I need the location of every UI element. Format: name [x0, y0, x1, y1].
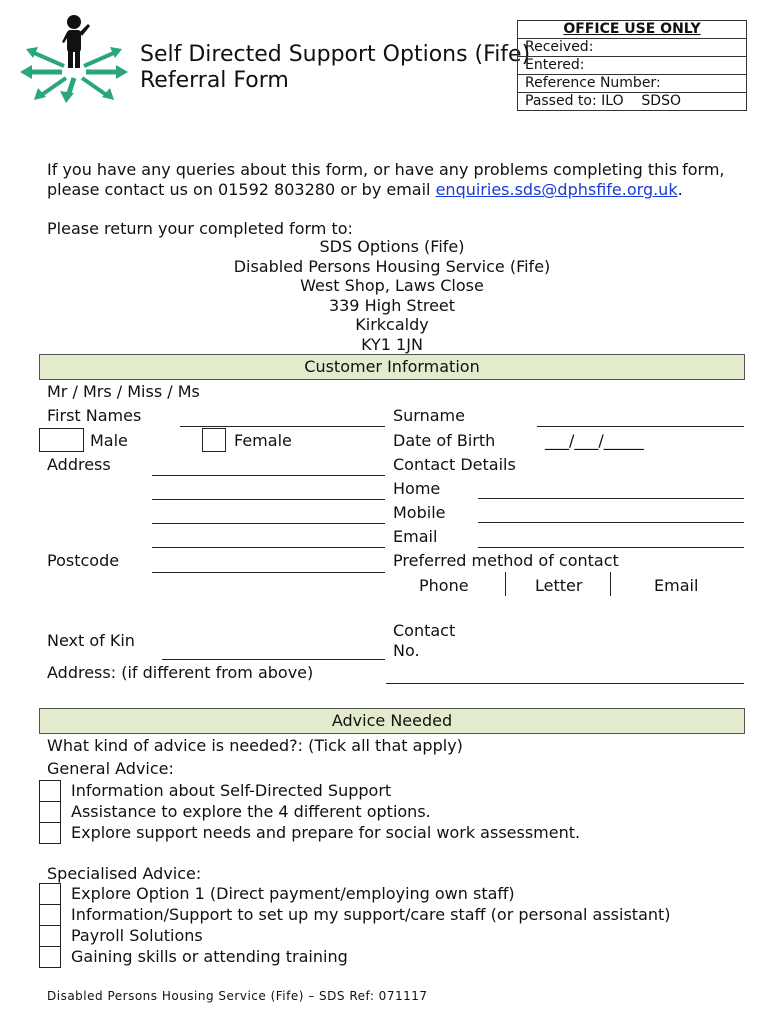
email-label: Email — [393, 527, 438, 546]
address-line: 339 High Street — [328, 295, 456, 315]
home-label: Home — [393, 479, 441, 498]
specialised-advice-checkbox[interactable] — [39, 925, 61, 947]
dob-label: Date of Birth — [393, 431, 496, 450]
postcode-field[interactable] — [152, 572, 385, 573]
return-address — [40, 237, 744, 355]
intro-line2 — [47, 180, 683, 200]
office-passed-to: Passed to: ILO SDSO — [518, 92, 746, 110]
address-label: Address — [47, 455, 111, 474]
office-received: Received: — [518, 38, 746, 56]
address-line: SDS Options (Fife) — [319, 237, 465, 256]
pref-phone-option[interactable]: Phone — [419, 576, 469, 595]
intro-line2-prefix: please contact us on 01592 803280 or by email — [47, 180, 436, 199]
customer-info-heading: Customer Information — [39, 354, 745, 380]
office-use-box — [517, 20, 747, 111]
address-field-line1[interactable] — [152, 475, 385, 476]
next-of-kin-label: Next of Kin — [47, 631, 135, 650]
mobile-field[interactable] — [478, 522, 744, 523]
specialised-advice-checkbox[interactable] — [39, 946, 61, 968]
form-title-line2: Referral Form — [140, 68, 289, 93]
advice-question: What kind of advice is needed?: (Tick all that apply) — [47, 736, 463, 755]
general-advice-option: Explore support needs and prepare for social work assessment. — [71, 823, 581, 842]
specialised-advice-option: Explore Option 1 (Direct payment/employing own staff) — [71, 884, 515, 903]
mobile-label: Mobile — [393, 503, 446, 522]
preferred-contact-label: Preferred method of contact — [393, 551, 619, 570]
address-line: KY1 1JN — [361, 334, 423, 354]
office-reference-number: Reference Number: — [518, 74, 746, 92]
specialised-advice-option: Information/Support to set up my support/care staff (or personal assistant) — [71, 905, 671, 924]
return-label: Please return your completed form to: — [47, 219, 353, 238]
office-use-heading: OFFICE USE ONLY — [563, 21, 701, 37]
male-checkbox[interactable] — [39, 428, 84, 452]
address-diff-label: Address: (if different from above) — [47, 663, 314, 682]
address-field-line3[interactable] — [152, 523, 385, 524]
pref-divider — [610, 572, 611, 596]
general-advice-label: General Advice: — [47, 759, 174, 778]
address-line: Disabled Persons Housing Service (Fife) — [233, 256, 551, 276]
contact-no-line1: Contact — [393, 621, 456, 640]
address-field-line2[interactable] — [152, 499, 385, 500]
next-of-kin-field[interactable] — [162, 659, 385, 660]
address-line: West Shop, Laws Close — [300, 276, 484, 296]
female-label: Female — [234, 431, 292, 450]
postcode-label: Postcode — [47, 551, 120, 570]
specialised-advice-option: Payroll Solutions — [71, 926, 203, 945]
pref-email-option[interactable]: Email — [654, 576, 699, 595]
contact-no-field[interactable] — [386, 683, 744, 684]
contact-no-line2: No. — [393, 641, 420, 660]
home-phone-field[interactable] — [478, 498, 744, 499]
office-entered: Entered: — [518, 56, 746, 74]
surname-label: Surname — [393, 406, 465, 425]
address-field-line4[interactable] — [152, 547, 385, 548]
contact-email-link[interactable]: enquiries.sds@dphsfife.org.uk — [435, 180, 678, 199]
email-field[interactable] — [478, 547, 744, 548]
title-options-label: Mr / Mrs / Miss / Ms — [47, 382, 200, 401]
contact-no-label — [393, 621, 455, 661]
general-advice-option: Information about Self-Directed Support — [71, 781, 392, 800]
dob-field[interactable]: ___/___/_____ — [545, 431, 644, 450]
specialised-advice-option: Gaining skills or attending training — [71, 947, 348, 966]
form-title — [140, 42, 530, 94]
first-names-label: First Names — [47, 406, 142, 425]
first-names-field[interactable] — [180, 426, 385, 427]
footer-reference: Disabled Persons Housing Service (Fife) – SDS Ref: 071117 — [47, 989, 428, 1003]
general-advice-checkbox[interactable] — [39, 801, 61, 823]
male-label: Male — [90, 431, 128, 450]
contact-details-label: Contact Details — [393, 455, 516, 474]
address-line: Kirkcaldy — [355, 315, 429, 335]
pref-divider — [505, 572, 506, 596]
female-checkbox[interactable] — [202, 428, 226, 452]
intro-line1: If you have any queries about this form, or have any problems completing this form, — [47, 160, 725, 179]
walking-person-arrows-logo — [18, 12, 130, 104]
specialised-advice-checkbox[interactable] — [39, 883, 61, 905]
specialised-advice-checkbox[interactable] — [39, 904, 61, 926]
general-advice-checkbox[interactable] — [39, 780, 61, 802]
pref-letter-option[interactable]: Letter — [535, 576, 583, 595]
specialised-advice-label: Specialised Advice: — [47, 864, 202, 883]
advice-needed-heading: Advice Needed — [39, 708, 745, 734]
form-title-line1: Self Directed Support Options (Fife) — [140, 42, 531, 67]
general-advice-checkbox[interactable] — [39, 822, 61, 844]
general-advice-option: Assistance to explore the 4 different options. — [71, 802, 431, 821]
surname-field[interactable] — [537, 426, 744, 427]
intro-line2-suffix: . — [677, 180, 683, 199]
